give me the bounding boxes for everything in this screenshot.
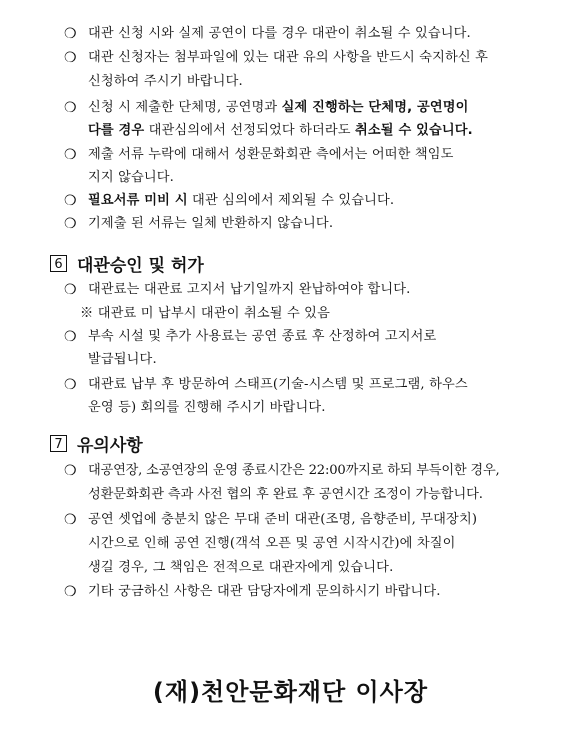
list-item-text: 운영 등) 회의를 진행해 주시기 바랍니다. (88, 400, 326, 415)
note-icon: ※ (80, 306, 94, 321)
bullet-icon: ❍ (64, 282, 77, 298)
list-item-text: 대관 신청 시와 실제 공연이 다를 경우 대관이 취소될 수 있습니다. (88, 26, 471, 41)
list-item-text: 생길 경우, 그 책임은 전적으로 대관자에게 있습니다. (88, 560, 394, 575)
bullet-icon: ❍ (64, 584, 77, 600)
issuer-signature: (재)천안문화재단 이사장 (152, 678, 429, 706)
bullet-icon: ❍ (64, 100, 77, 116)
section-number-box: 7 (50, 435, 67, 452)
bullet-icon: ❍ (64, 216, 77, 232)
bullet-icon: ❍ (64, 329, 77, 345)
list-item-text: 제출 서류 누락에 대해서 성환문화회관 측에서는 어떠한 책임도 (88, 147, 454, 162)
bullet-icon: ❍ (64, 193, 77, 209)
list-item-text: 대관 신청자는 첨부파일에 있는 대관 유의 사항을 반드시 숙지하신 후 (88, 50, 488, 65)
list-item-text: 발급됩니다. (88, 352, 157, 367)
section-heading-7 (50, 432, 143, 454)
list-item-text: 공연 셋업에 충분치 않은 무대 준비 대관(조명, 음향준비, 무대장치) (88, 512, 478, 527)
bullet-icon: ❍ (64, 50, 77, 66)
list-item-text-emphasis: 실제 진행하는 단체명, 공연명이 (281, 100, 469, 115)
section-title: 대관승인 및 허가 (77, 255, 204, 276)
bullet-icon: ❍ (64, 147, 77, 163)
section-title: 유의사항 (77, 435, 143, 456)
section-number-box: 6 (50, 255, 67, 272)
bullet-icon: ❍ (64, 377, 77, 393)
bullet-icon: ❍ (64, 463, 77, 479)
list-item-text (88, 122, 473, 140)
note-text: 대관료 미 납부시 대관이 취소될 수 있음 (97, 306, 330, 321)
list-item-text: 시간으로 인해 공연 진행(객석 오픈 및 공연 시작시간)에 차질이 (88, 536, 456, 551)
list-item-text: 성환문화회관 측과 사전 협의 후 완료 후 공연시간 조정이 가능합니다. (88, 487, 483, 502)
bullet-icon: ❍ (64, 512, 77, 528)
note-line (80, 305, 330, 323)
list-item-text-normal: 신청 시 제출한 단체명, 공연명과 (88, 100, 282, 115)
list-item-text: 신청하여 주시기 바랍니다. (88, 74, 243, 89)
list-item-text-emphasis: 필요서류 미비 시 (88, 193, 188, 208)
list-item-text-normal: 대관 심의에서 제외될 수 있습니다. (187, 193, 395, 208)
list-item-text (88, 192, 394, 210)
list-item-text: 대관료는 대관료 고지서 납기일까지 완납하여야 합니다. (88, 282, 411, 297)
list-item-text: 기제출 된 서류는 일체 반환하지 않습니다. (88, 216, 334, 231)
list-item-text: 부속 시설 및 추가 사용료는 공연 종료 후 산정하여 고지서로 (88, 329, 437, 344)
list-item-text: 기타 궁금하신 사항은 대관 담당자에게 문의하시기 바랍니다. (88, 584, 441, 599)
list-item-text: 대관료 납부 후 방문하여 스태프(기술-시스템 및 프로그램, 하우스 (88, 377, 468, 392)
bullet-icon: ❍ (64, 26, 77, 42)
list-item-text: 지지 않습니다. (88, 170, 175, 185)
list-item-text (88, 99, 469, 117)
list-item-text-normal: 대관심의에서 선정되었다 하더라도 (144, 123, 356, 138)
list-item-text: 대공연장, 소공연장의 운영 종료시간은 22:00까지로 하되 부득이한 경우, (88, 463, 500, 478)
section-heading-6 (50, 252, 204, 274)
list-item-text-emphasis: 취소될 수 있습니다. (355, 123, 473, 138)
list-item-text-emphasis: 다를 경우 (88, 123, 145, 138)
